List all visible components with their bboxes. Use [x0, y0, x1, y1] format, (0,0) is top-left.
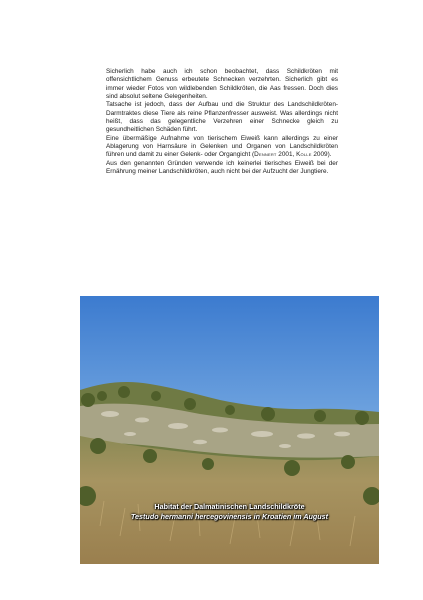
paragraph-3-text: Eine übermäßige Aufnahme von tierischem Eiweiß kann allerdings zu einer Ablagerung von Harnsäure in Gelenken und Organen von Landschildkröten führen und damit zu einer Gelenk- oder Organgicht ( [106, 134, 338, 159]
citation-year-2001: 2001, [276, 151, 297, 159]
caption-line-2: Testudo hermanni hercegovinensis in Kroatien im August [130, 512, 329, 521]
citation-year-2009: 2009). [311, 151, 332, 159]
paragraph-1: Sicherlich habe auch ich schon beobachtet, dass Schildkröten mit offensichtlichem Genuss erbeutete Schnecken verzehrten. Sicherlich gibt es immer wieder Fotos von wildlebenden Schildkröten, die Aas fressen. Doch dies sind absolut seltene Gelegenheiten. [106, 68, 338, 101]
paragraph-3 [106, 135, 338, 160]
citation-author-dennert: Dennert [254, 151, 277, 159]
paragraph-2: Tatsache ist jedoch, dass der Aufbau und die Struktur des Landschildkröten-Darmtraktes diese Tiere als reine Pflanzenfresser ausweist. Was allerdings nicht heißt, dass das gelegentliche Verzehren einer Schnecke gleich zu gesundheitlichen Schäden führt. [106, 101, 338, 134]
photo-caption [80, 502, 379, 522]
body-text [106, 68, 338, 176]
paragraph-4: Aus den genannten Gründen verwende ich keinerlei tierisches Eiweiß bei der Ernährung meiner Landschildkröten, auch nicht bei der Aufzucht der Jungtiere. [106, 159, 338, 176]
habitat-photo [80, 296, 379, 564]
citation-author-koelle: Kölle [296, 151, 312, 159]
caption-line-1: Habitat der Dalmatinischen Landschildkröte [154, 502, 305, 511]
